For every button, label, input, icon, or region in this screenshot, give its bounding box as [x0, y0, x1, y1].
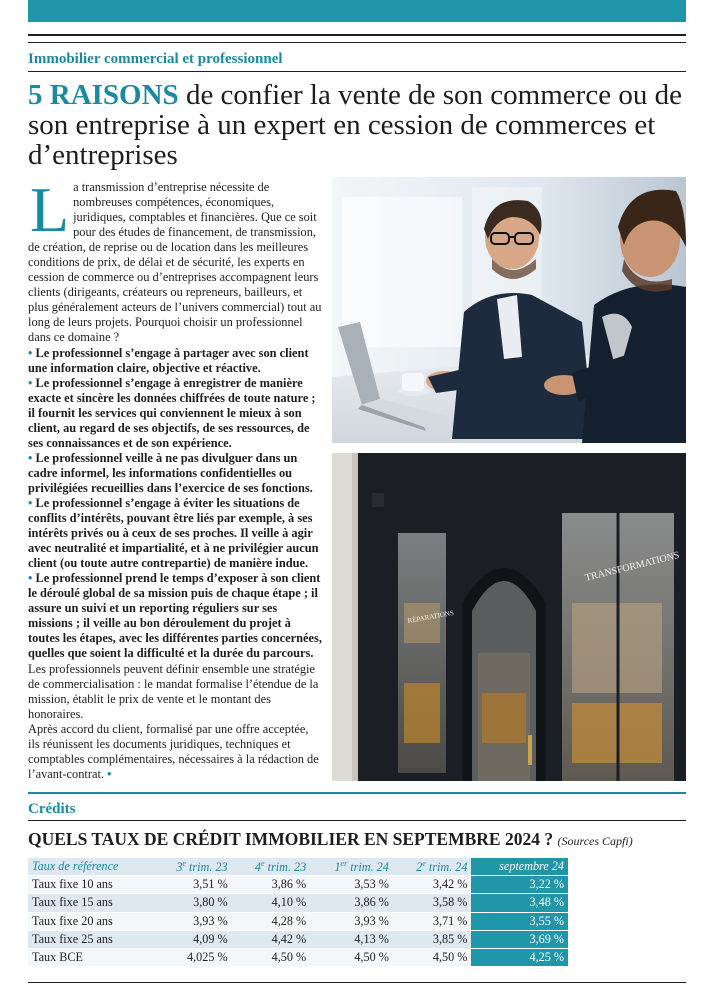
rates-table-header [28, 858, 568, 876]
col-header: 3e trim. 23 [153, 858, 232, 876]
bullet-icon: • [28, 571, 36, 586]
col-header-highlight: septembre 24 [471, 858, 568, 876]
rates-table [28, 858, 568, 966]
article-intro-text: a transmission d’entreprise nécessite de nombreuses compétences, économiques, juridiques, comptables et financières. Que ce soit pour des études de financement, de transmission, de création, de reprise ou de location dans les meilleures conditions de prix, de délai et de sécurité, les experts en cession de commerce ou d’entreprises accompagnent leurs clients (dirigeants, créateurs ou repreneurs, bailleurs, et plus généralement acteurs de l’univers commercial) tout au long de leurs projets. Pourquoi choisir un professionnel dans ce domaine ? [28, 180, 322, 345]
photo-storefront [332, 453, 686, 781]
top-rule-thin [28, 42, 686, 43]
article-body [28, 174, 322, 782]
bullet-icon: • [28, 375, 36, 390]
col-header: 2e trim. 24 [393, 858, 472, 876]
bullet-icon: • [28, 450, 36, 465]
headline [28, 80, 698, 170]
table-row: Taux fixe 20 ans 3,93 % 4,28 % 3,93 % 3,71 % 3,55 % [28, 912, 568, 930]
col-header: 1er trim. 24 [310, 858, 393, 876]
photo-storefront-illustration [332, 453, 686, 781]
bullet-item: • Le professionnel veille à ne pas divulguer dans un cadre informel, les informations confidentielles ou privilégiées recueillies dans l’exercice de ses fonctions. [28, 450, 313, 495]
article-paragraph: Les professionnels peuvent définir ensemble une stratégie de commercialisation : le mandat formalise l’étendue de la mission, établit le prix de vente et le montant des honoraires. [28, 661, 319, 721]
section-label: Immobilier commercial et professionnel [28, 51, 283, 67]
bullet-item: • Le professionnel prend le temps d’exposer à son client le déroulé global de sa mission puis de chaque étape ; il assure un suivi et un reporting réguliers sur ses missions ; il veille au bon déroulement du projet à toutes les étapes, avec les différentes parties concernées, quelles que soient la difficulté et la durée du parcours. [28, 571, 322, 661]
table-row: Taux BCE 4,025 % 4,50 % 4,50 % 4,50 % 4,25 % [28, 948, 568, 966]
article-paragraph-last: Après accord du client, formalisé par une offre acceptée, ils réunissent les documents juridiques, techniques et comptables complémentaires, nécessaires à la rédaction de l’avant-contrat. • [28, 721, 319, 781]
bottom-rule [28, 982, 686, 983]
credits-title: QUELS TAUX DE CRÉDIT IMMOBILIER EN SEPTEMBRE 2024 ? (Sources Capfi) [28, 829, 633, 849]
article-intro [28, 174, 322, 346]
drop-cap: L [30, 174, 70, 245]
credits-source: (Sources Capfi) [557, 834, 633, 848]
table-row: Taux fixe 25 ans 4,09 % 4,42 % 4,13 % 3,85 % 3,69 % [28, 930, 568, 948]
bullet-icon: • [28, 345, 36, 360]
bullet-item: • Le professionnel s’engage à partager avec son client une information claire, objective et réactive. [28, 345, 309, 375]
bullet-item: • Le professionnel s’engage à éviter les situations de conflits d’intérêts, pouvant être liés par exemple, à ses intérêts privés ou à ceux de ses proches. Il veille à agir avec neutralité et impartialité, et à ne privilégier aucun client (ou toute autre contrepartie) de manière indue. [28, 495, 319, 571]
credits-label-rule [28, 820, 686, 821]
headline-accent: 5 RAISONS [28, 79, 179, 111]
col-header: Taux de référence [28, 858, 153, 876]
storefront-sign-right: TRANSFORMATIONS [584, 549, 681, 584]
end-mark-icon: • [107, 766, 112, 781]
photo-business-meeting-illustration [332, 177, 686, 443]
headline-rest: de confier la vente de son commerce ou de son entreprise à un expert en cession de commerces et d’entreprises [28, 79, 682, 171]
table-row: Taux fixe 15 ans 3,80 % 4,10 % 3,86 % 3,58 % 3,48 % [28, 894, 568, 912]
top-color-bar [28, 0, 686, 22]
bullet-item: • Le professionnel s’engage à enregistrer de manière exacte et sincère les données chiffrées de toute nature ; il fournit les services qui conviennent le mieux à son client, au regard de ses objectifs, de ses ressources, de ses connaissances et de son expérience. [28, 375, 316, 450]
col-header: 4e trim. 23 [232, 858, 311, 876]
bullet-icon: • [28, 495, 36, 510]
photo-business-meeting [332, 177, 686, 443]
credits-label: Crédits [28, 801, 76, 817]
table-row: Taux fixe 10 ans 3,51 % 3,86 % 3,53 % 3,42 % 3,22 % [28, 876, 568, 894]
credits-top-rule [28, 792, 686, 794]
top-rule-thick [28, 34, 686, 36]
storefront-sign-left: RÉPARATIONS [406, 608, 455, 625]
section-rule [28, 71, 686, 72]
